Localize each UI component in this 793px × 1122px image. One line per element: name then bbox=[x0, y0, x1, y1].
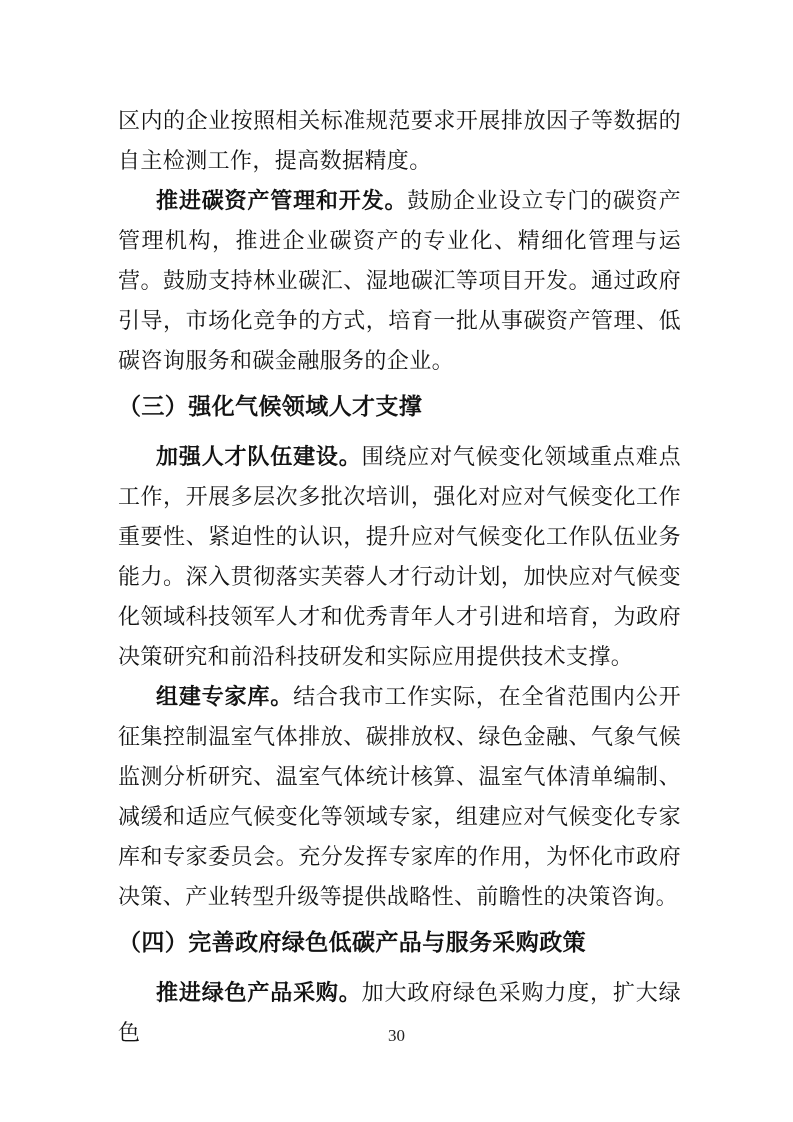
paragraph bbox=[118, 437, 681, 677]
paragraph-text: 鼓励企业设立专门的碳资产管理机构，推进企业碳资产的专业化、精细化管理与运营。鼓励支持林业碳汇、湿地碳汇等项目开发。通过政府引导，市场化竞争的方式，培育一批从事碳资产管理、低碳咨询服务和碳金融服务的企业。 bbox=[118, 188, 681, 373]
paragraph bbox=[118, 677, 681, 917]
page-body bbox=[118, 101, 681, 1053]
paragraph-text: 加大政府绿色采购力度，扩大绿色 bbox=[118, 980, 681, 1045]
paragraph-lead: 加强人才队伍建设。 bbox=[156, 444, 362, 469]
paragraph-lead: 推进绿色产品采购。 bbox=[156, 980, 362, 1005]
page-number: 30 bbox=[388, 1026, 405, 1045]
paragraph-text: 区内的企业按照相关标准规范要求开展排放因子等数据的自主检测工作，提高数据精度。 bbox=[118, 108, 681, 173]
paragraph bbox=[118, 101, 681, 181]
paragraph-text: 围绕应对气候变化领域重点难点工作，开展多层次多批次培训，强化对应对气候变化工作重要性、紧迫性的认识，提升应对气候变化工作队伍业务能力。深入贯彻落实芙蓉人才行动计划，加快应对气候变化领域科技领军人才和优秀青年人才引进和培育，为政府决策研究和前沿科技研发和实际应用提供技术支撑。 bbox=[118, 444, 681, 669]
section-heading: （四）完善政府绿色低碳产品与服务采购政策 bbox=[118, 930, 586, 955]
paragraph bbox=[118, 181, 681, 381]
section-heading: （三）强化气候领域人才支撑 bbox=[118, 394, 423, 419]
paragraph-text: 结合我市工作实际，在全省范围内公开征集控制温室气体排放、碳排放权、绿色金融、气象气候监测分析研究、温室气体统计核算、温室气体清单编制、减缓和适应气候变化等领域专家，组建应对气候变化专家库和专家委员会。充分发挥专家库的作用，为怀化市政府决策、产业转型升级等提供战略性、前瞻性的决策咨询。 bbox=[118, 684, 681, 909]
paragraph-lead: 组建专家库。 bbox=[156, 684, 294, 709]
paragraph-lead: 推进碳资产管理和开发。 bbox=[156, 188, 408, 213]
